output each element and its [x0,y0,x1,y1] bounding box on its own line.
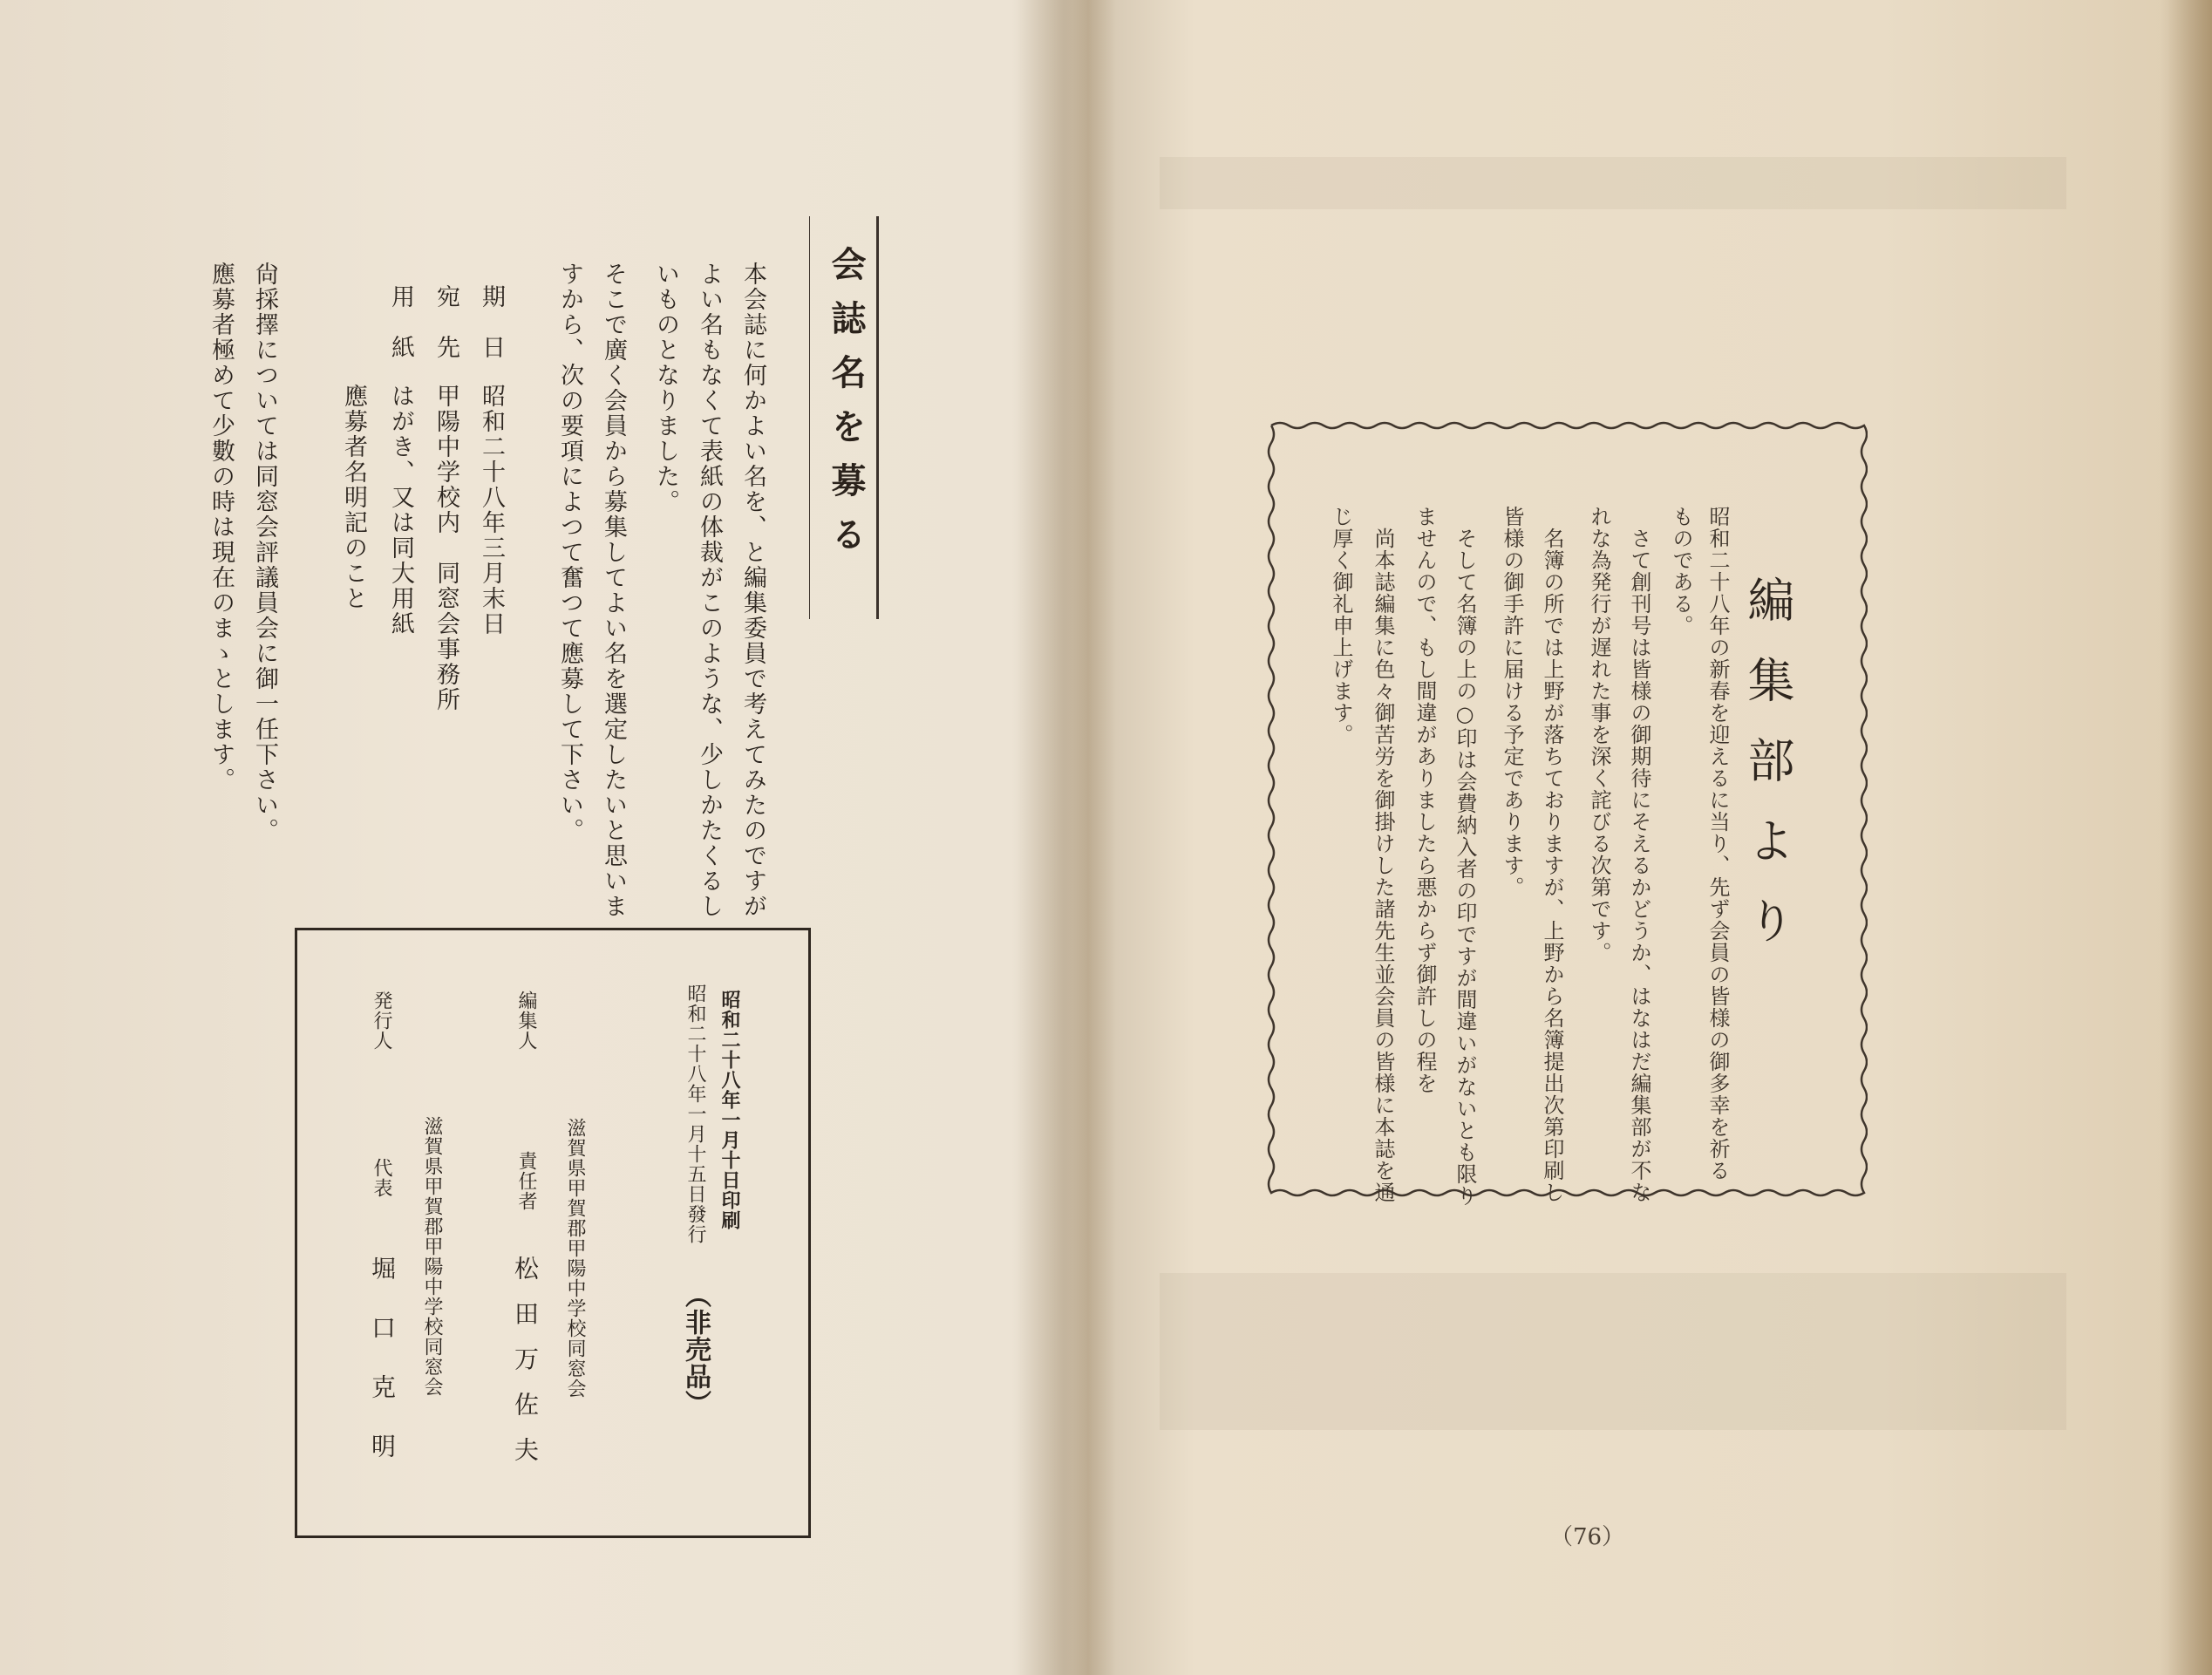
notice-line: 名簿の所では上野が落ちておりますが、上野から名簿提出次第印刷し [1540,528,1564,1203]
body-line: そこで廣く会員から募集してよい名を選定したいと思いま [600,262,627,919]
colophon-editor-label: 編集人 [515,991,537,1051]
notice-line: じ厚く御礼申上げます。 [1329,506,1353,746]
show-through-text [1160,1273,2066,1430]
colophon-publisher-name: 堀口克明 [368,1256,397,1493]
notice-line: 皆様の御手許に届ける予定であります。 [1500,506,1524,898]
closing-line: 應募者極めて少數の時は現在のまゝとします。 [208,262,235,793]
colophon-editor-org: 滋賀県甲賀郡甲陽中学校同窓会 [564,1118,586,1399]
requirement-value: 昭和二十八年三月末日 [478,384,505,637]
body-line: いものとなりました。 [652,262,679,514]
notice-line: 尚本誌編集に色々御苦労を御掛けした諸先生並会員の皆様に本誌を通 [1371,528,1395,1203]
requirement-value: はがき、又は同大用紙 [387,384,414,637]
requirement-label: 用 紙 [387,284,414,360]
page-title: 会誌名を募る [826,246,867,570]
requirement-label: 宛 先 [432,284,459,360]
colophon-issued: 昭和二十八年一月十五日發行 [684,984,706,1244]
notice-heading: 編集部より [1740,575,1795,977]
page-number: （76） [1550,1524,1625,1550]
colophon-printed: 昭和二十八年一月十日印刷 [718,990,741,1230]
body-line: 本会誌に何かよい名を、と編集委員で考えてみたのですが [739,262,766,919]
colophon-editor-role: 責任者 [515,1151,537,1211]
colophon-publisher-role: 代表 [371,1158,392,1198]
closing-line: 尙採擇については同窓会評議員会に御一任下さい。 [251,262,278,843]
show-through-text [1160,157,2066,209]
notice-line: れな為発行が遅れた事を深く詫びる次第です。 [1587,506,1611,963]
book-gutter [1011,0,1116,1675]
colophon-publisher-label: 発行人 [371,991,392,1051]
colophon-editor-name: 松田万佐夫 [511,1256,540,1482]
requirement-label: 期 日 [478,284,505,360]
requirement-value: 甲陽中学校内 同窓会事務所 [432,384,459,712]
body-line: よい名もなくて表紙の体裁がこのような、少しかたくるし [696,262,723,919]
not-for-sale-label: （非売品） [680,1282,711,1417]
notice-line: ものである。 [1669,506,1693,637]
page-edge-shadow [2160,0,2212,1675]
notice-line: さて創刊号は皆様の御期待にそえるかどうか、はなはだ編集部が不な [1627,528,1651,1203]
requirement-value: 應募者名明記のこと [340,384,367,611]
colophon-publisher-org: 滋賀県甲賀郡甲陽中学校同窓会 [421,1116,443,1397]
notice-line: 昭和二十八年の新春を迎えるに当り、先ず会員の皆様の御多幸を祈る [1705,506,1730,1181]
notice-line: そして名簿の上の○印は会費納入者の印ですが間違いがないとも限り [1453,528,1477,1207]
notice-line: ませんので、もし間違がありましたら悪からず御許しの程を [1412,506,1437,1094]
body-line: すから、次の要項によつて奮つて應募して下さい。 [556,262,583,843]
